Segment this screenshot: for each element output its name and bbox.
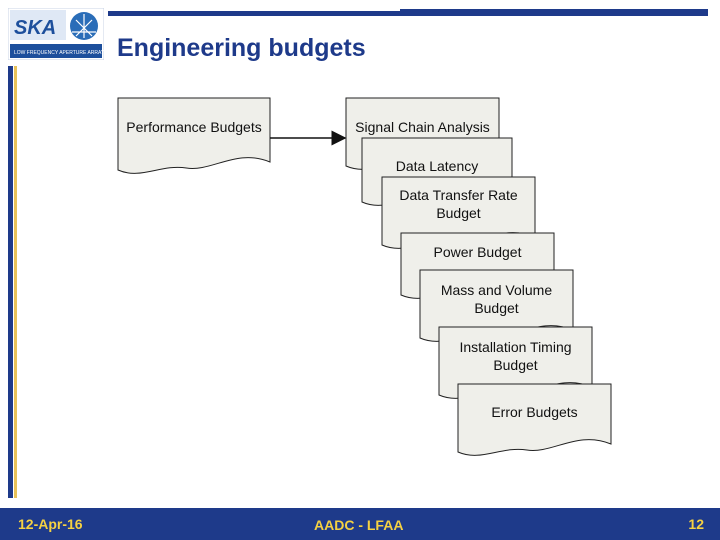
error-budgets-doc	[458, 384, 611, 455]
error-budgets-doc-label: Error Budgets	[491, 404, 578, 420]
footer-date: 12-Apr-16	[18, 516, 83, 532]
installation-timing-budget-doc-label: Installation Timing	[459, 339, 572, 355]
performance-budgets-doc-label: Performance Budgets	[126, 119, 262, 135]
mass-and-volume-budget-doc-label: Mass and Volume	[440, 282, 553, 298]
mass-and-volume-budget-doc-label: Budget	[474, 300, 519, 316]
footer-bar	[0, 508, 720, 540]
slide-title: Engineering budgets	[117, 34, 366, 62]
svg-text:LOW FREQUENCY APERTURE ARRAY: LOW FREQUENCY APERTURE ARRAY	[14, 50, 104, 56]
footer-project: AADC - LFAA	[314, 517, 404, 533]
svg-text:SKA: SKA	[14, 17, 57, 39]
footer-page-number: 12	[688, 516, 704, 532]
power-budget-doc-label: Power Budget	[433, 244, 522, 260]
data-transfer-rate-budget-doc-label: Budget	[436, 205, 481, 221]
signal-chain-analysis-doc-label: Signal Chain Analysis	[355, 119, 490, 135]
performance-budgets-doc	[118, 98, 270, 173]
data-latency-doc-label: Data Latency	[395, 158, 479, 174]
data-transfer-rate-budget-doc-label: Data Transfer Rate	[399, 187, 518, 203]
installation-timing-budget-doc-label: Budget	[493, 357, 538, 373]
